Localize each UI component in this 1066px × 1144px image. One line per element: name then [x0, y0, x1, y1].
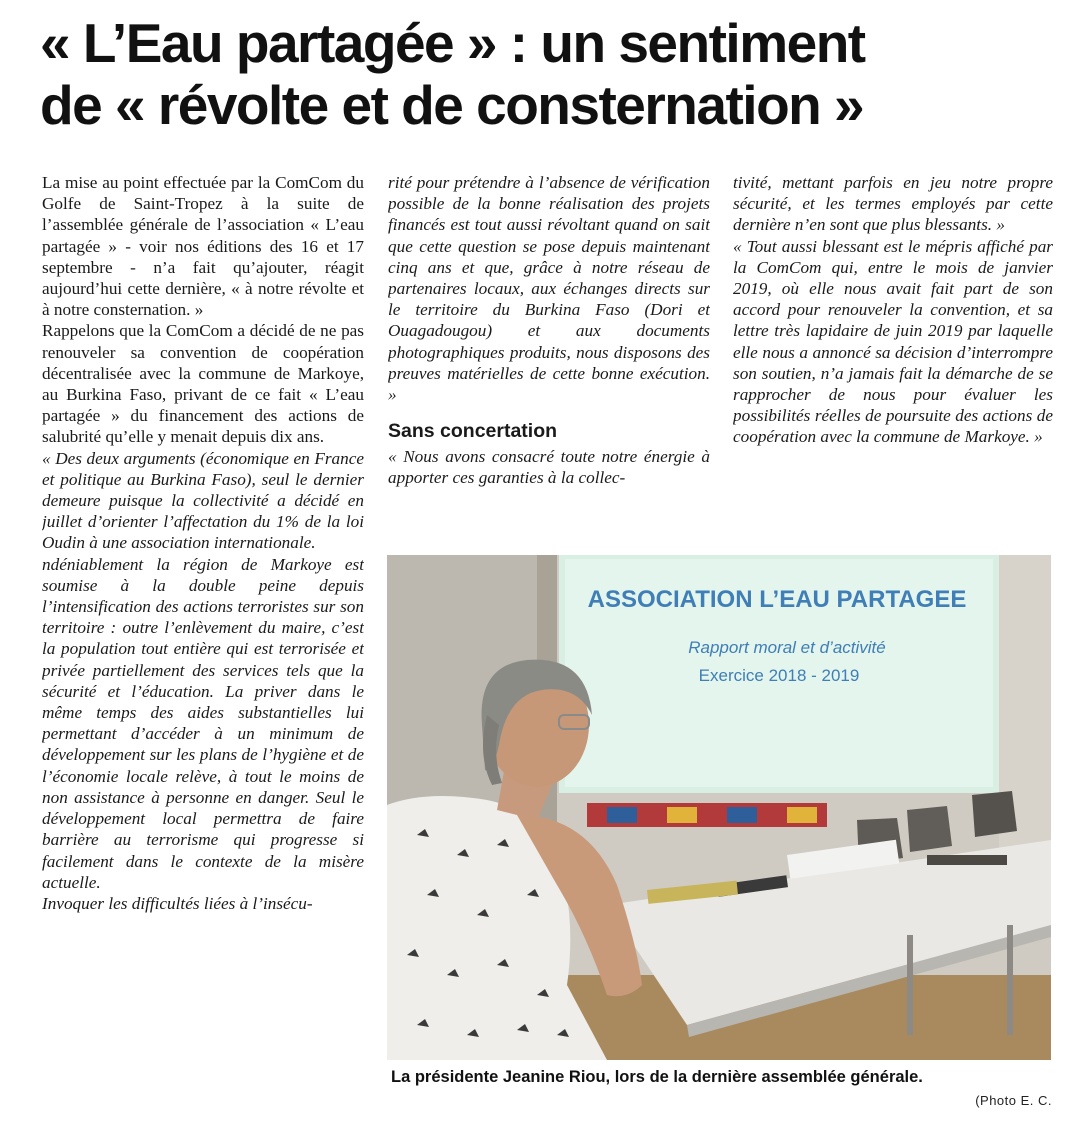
screen-subtitle: Rapport moral et d’activité: [688, 638, 886, 657]
headline: [40, 12, 1050, 136]
headline-line-1: « L’Eau partagée » : un sentiment: [40, 12, 865, 74]
screen-title: ASSOCIATION L’EAU PARTAGEE: [587, 586, 967, 613]
screen-year: Exercice 2018 - 2019: [698, 666, 860, 685]
quote-paragraph: « Nous avons consacré toute notre énergie à apporter ces garanties à la collec-: [388, 447, 710, 488]
photo-credit: (Photo E. C.: [975, 1093, 1052, 1108]
photo-caption: La présidente Jeanine Riou, lors de la dernière assemblée générale.: [391, 1068, 923, 1086]
quote-paragraph: « Des deux arguments (économique en France et politique au Burkina Faso), seul le dernier demeure puisque la collectivité a décidé en juillet d’orienter l’affectation du 1% de la loi Oudin à une association internationale.: [42, 448, 364, 553]
photo-illustration: [387, 555, 1051, 1060]
article-column-3: [733, 172, 1053, 547]
article-photo: [387, 555, 1051, 1060]
paragraph: La mise au point effectuée par la ComCom du Golfe de Saint-Tropez à la suite de l’assemblée générale de l’association « L’eau partagée » - voir nos éditions des 16 et 17 septembre - n’a fait qu’ajouter, réagit aujourd’hui cette dernière, « à notre révolte et à notre consternation. »: [42, 173, 364, 320]
quote-paragraph: Invoquer les difficultés liées à l’insécu-: [42, 893, 313, 913]
quote-paragraph: « Tout aussi blessant est le mépris affiché par la ComCom qui, entre le mois de janvier 2019, où elle nous avait fait part de son accord pour renouveler la convention, et sa lettre très lapidaire de juin 2019 par laquelle elle nous a annoncé sa décision d’interrompre son soutien, n’a jamais fait la démarche de se rapprocher de nous pour évaluer les possibilités réelles de poursuite des actions de coopération avec la commune de Markoye. »: [733, 236, 1053, 447]
quote-paragraph: rité pour prétendre à l’absence de vérification possible de la bonne réalisation des projets financés est tout aussi révoltant quand on sait que cette question se pose depuis maintenant cinq ans et que, grâce à notre réseau de partenaires locaux, aux échanges directs sur le territoire du Burkina Faso (Dori et Ouagadougou) et aux documents photographiques produits, nous disposons des preuves matérielles de cette bonne exécution. »: [388, 173, 710, 405]
quote-paragraph: tivité, mettant parfois en jeu notre propre sécurité, et les termes employés par cette dernière n’en sont que plus blessants. »: [733, 173, 1053, 235]
article-column-1: [42, 172, 364, 1112]
quote-paragraph: ndéniablement la région de Markoye est soumise à la double peine depuis l’intensification des actions terroristes sur son territoire : outre l’enlèvement du maire, c’est la population tout entière qui est terrorisée et privée partiellement des services tels que la sécurité et l’éducation. La priver dans le même temps des aides substantielles lui permettant d’accéder à un minimum de développement sur les plans de l’hygiène et de l’économie locale relève, à tout le moins de non assistance à personne en danger. Seul le développement local permettra de faire barrière au terrorisme qui progresse si facilement dans le contexte de la misère actuelle.: [42, 554, 364, 892]
article-column-2: [388, 172, 710, 547]
headline-line-2: de « révolte et de consternation »: [40, 74, 864, 136]
paragraph: Rappelons que la ComCom a décidé de ne pas renouveler sa convention de coopération décentralisée avec la commune de Markoye, au Burkina Faso, privant de ce fait « L’eau partagée » du financement des actions de salubrité qu’elle y menait depuis dix ans.: [42, 321, 364, 447]
subheading: Sans concertation: [388, 420, 558, 443]
